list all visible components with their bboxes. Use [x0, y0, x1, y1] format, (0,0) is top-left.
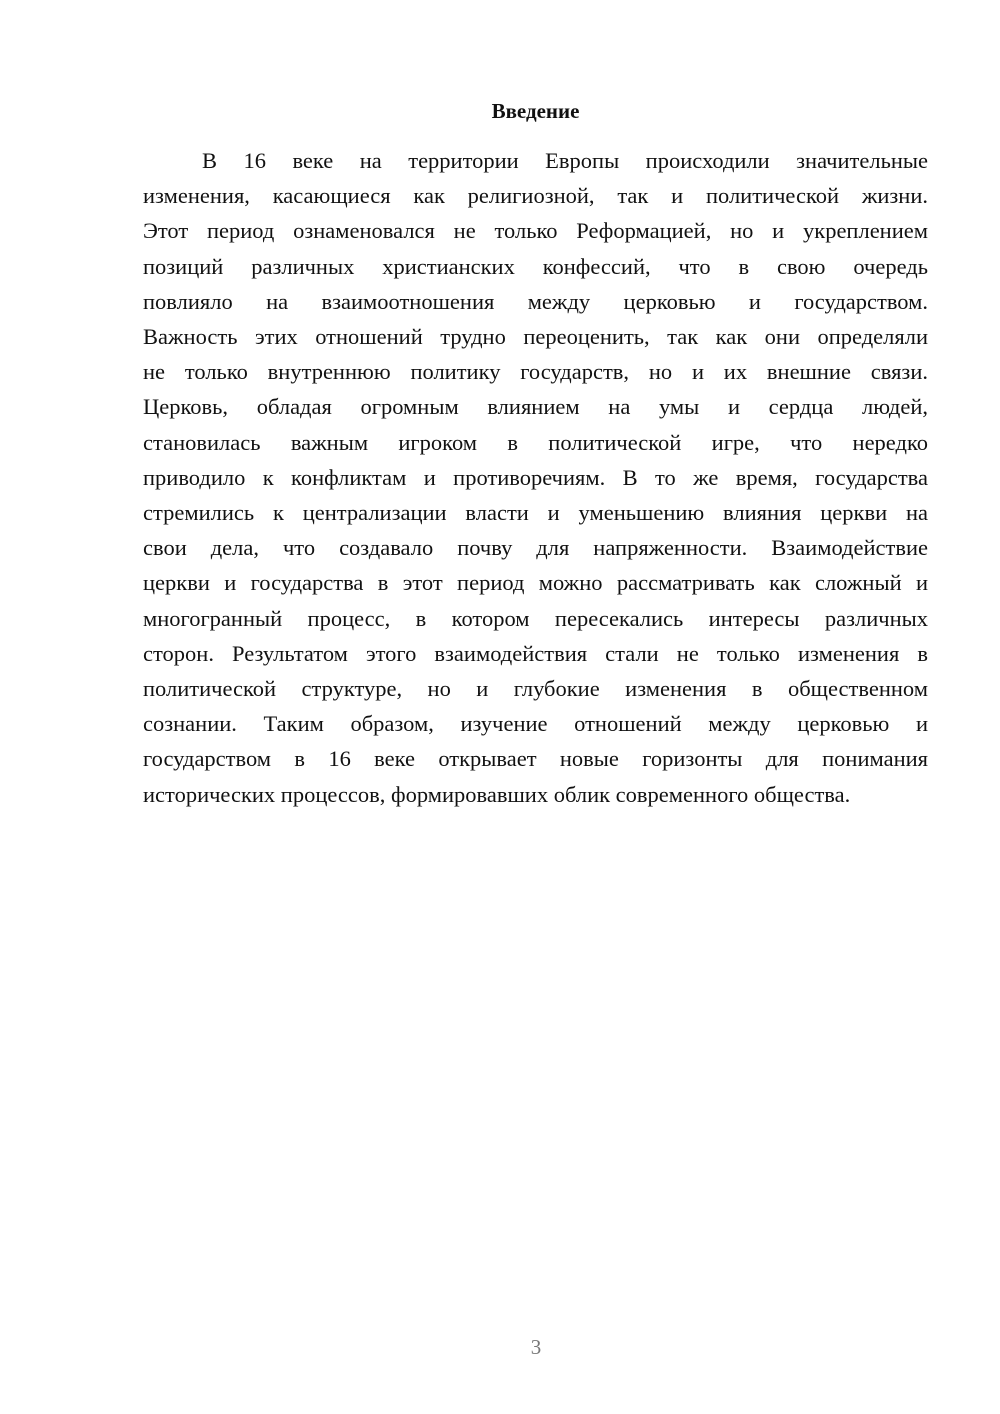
- paragraph-line: приводило к конфликтам и противоречиям. В то же время, государства: [143, 464, 928, 490]
- paragraph-line: Церковь, обладая огромным влиянием на умы и сердца людей,: [143, 394, 928, 420]
- paragraph-line: не только внутреннюю политику государств, но и их внешние связи.: [143, 359, 928, 385]
- paragraph-line: Этот период ознаменовался не только Реформацией, но и укреплением: [143, 218, 928, 244]
- paragraph-line: изменения, касающиеся как религиозной, так и политической жизни.: [143, 183, 928, 209]
- intro-paragraph: [143, 143, 928, 812]
- paragraph-line: многогранный процесс, в котором пересекались интересы различных: [143, 605, 928, 631]
- paragraph-line: В 16 веке на территории Европы происходили значительные: [202, 148, 928, 173]
- paragraph-line: государством в 16 веке открывает новые горизонты для понимания: [143, 746, 928, 772]
- paragraph-line: сознании. Таким образом, изучение отношений между церковью и: [143, 711, 928, 737]
- paragraph-line: исторических процессов, формировавших облик современного общества.: [143, 781, 851, 807]
- paragraph-line: повлияло на взаимоотношения между церковью и государством.: [143, 288, 928, 314]
- paragraph-line: стремились к централизации власти и уменьшению влияния церкви на: [143, 500, 928, 526]
- paragraph-line: позиций различных христианских конфессий, что в свою очередь: [143, 253, 928, 279]
- paragraph-line: сторон. Результатом этого взаимодействия стали не только изменения в: [143, 640, 928, 666]
- paragraph-line: политической структуре, но и глубокие изменения в общественном: [143, 676, 928, 702]
- paragraph-line: церкви и государства в этот период можно рассматривать как сложный и: [143, 570, 928, 596]
- page-number: 3: [530, 1335, 542, 1359]
- paragraph-line: свои дела, что создавало почву для напряженности. Взаимодействие: [143, 535, 928, 561]
- section-heading: Введение: [491, 99, 580, 123]
- paragraph-line: становилась важным игроком в политической игре, что нередко: [143, 429, 928, 455]
- paragraph-line: Важность этих отношений трудно переоценить, так как они определяли: [143, 324, 928, 350]
